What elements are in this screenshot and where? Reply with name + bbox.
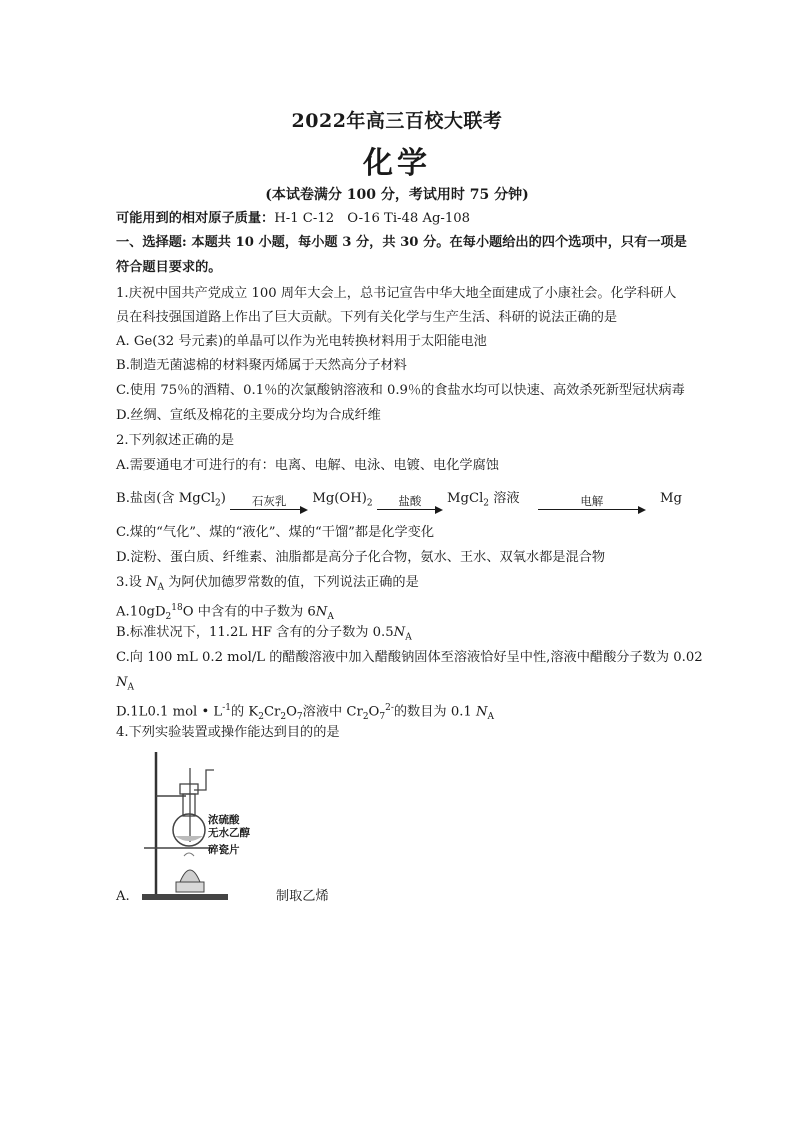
- q3-d-sub1: 2: [258, 712, 264, 723]
- avogadro-symbol: N: [393, 625, 406, 640]
- q2-option-d: D.淀粉、蛋白质、纤维素、油脂都是高分子化合物，氨水、王水、双氧水都是混合物: [116, 550, 606, 565]
- apparatus-figure: [134, 746, 250, 906]
- q3-a-sup: 18: [171, 603, 183, 613]
- q3-d-pre: D.1L0.1 mol • L: [116, 704, 223, 720]
- avogadro-symbol: N: [476, 704, 488, 720]
- q2-b-product2-suffix: 溶液: [489, 491, 520, 506]
- q2-b-product2: MgCl: [447, 491, 484, 506]
- q3-d-sub3: 7: [296, 712, 303, 723]
- q2-stem: 2.下列叙述正确的是: [116, 433, 235, 448]
- q3-d-mid3: O: [286, 704, 297, 720]
- q1-option-b: B.制造无菌滤棉的材料聚丙烯属于天然高分子材料: [116, 358, 407, 373]
- q3-stem-pre: 3.设: [116, 575, 146, 590]
- q2-option-c: C.煤的“气化”、煤的“液化”、煤的“干馏”都是化学变化: [116, 525, 435, 540]
- q2-b-product1-sub: 2: [366, 498, 373, 509]
- q3-option-a: [116, 599, 706, 626]
- arrow-icon: [230, 507, 308, 513]
- subject-title: 化学: [363, 146, 431, 181]
- q2-b-product1: Mg(OH): [312, 491, 367, 506]
- q1-option-c: C.使用 75％的酒精、0.1％的次氯酸钠溶液和 0.9％的食盐水均可以快速、高效杀死新型冠状病毒: [116, 383, 685, 398]
- atomic-masses-label: 可能用到的相对原子质量：: [116, 211, 275, 226]
- q1-option-d: D.丝绸、宣纸及棉花的主要成分均为合成纤维: [116, 408, 381, 423]
- q2-option-b: [116, 490, 706, 513]
- q2-b-product2-sub: 2: [483, 498, 490, 509]
- q3-option-d: [116, 699, 706, 726]
- q2-b-product3: Mg: [660, 491, 682, 506]
- avogadro-sub: A: [487, 712, 495, 723]
- avogadro-symbol: N: [145, 575, 158, 590]
- avogadro-sub: A: [127, 682, 135, 693]
- q3-d-mid4: 溶液中 C: [302, 704, 357, 720]
- q3-d-sup2: 2-: [385, 703, 394, 713]
- avogadro-sub: A: [405, 632, 412, 643]
- arrow-icon: [538, 507, 646, 513]
- reagent-label-1: 石灰乳: [251, 493, 287, 508]
- q3-stem-post: 为阿伏加德罗常数的值，下列说法正确的是: [164, 575, 419, 590]
- reaction-arrow-3: [538, 495, 646, 513]
- q3-stem: [116, 574, 706, 597]
- q4-stem: 4.下列实验装置或操作能达到目的的是: [116, 725, 340, 740]
- reagent-label-2: 盐酸: [398, 493, 422, 508]
- atomic-masses-values: H-1 C-12 O-16 Ti-48 Ag-108: [274, 211, 471, 226]
- section-heading-line2: 符合题目要求的。: [116, 260, 222, 275]
- q3-b-pre: B.标准状况下，11.2L HF 含有的分子数为 0.5: [116, 625, 394, 640]
- q2-b-close: ): [220, 491, 226, 506]
- arrow-icon: [377, 507, 443, 513]
- avogadro-symbol: N: [116, 675, 128, 690]
- reagent-label-3: 电解: [580, 493, 604, 508]
- q3-d-sub4: 2: [362, 712, 369, 723]
- apparatus-labels: [208, 814, 250, 857]
- q3-d-sub5: 7: [379, 712, 386, 723]
- q1-option-a: A. Ge(32 号元素)的单晶可以作为光电转换材料用于太阳能电池: [116, 334, 487, 349]
- q2-b-prefix: B.盐卤(含 MgCl: [116, 491, 216, 506]
- q3-option-b: [116, 624, 706, 647]
- q4-a-description: 制取乙烯: [275, 889, 329, 904]
- q1-stem-line2: 员在科技强国道路上作出了巨大贡献。下列有关化学与生产生活、科研的说法正确的是: [116, 310, 618, 325]
- q3-d-mid6: O: [368, 704, 380, 720]
- q3-d-mid2: Cr: [263, 704, 281, 720]
- q4-a-label: A.: [116, 889, 130, 904]
- q3-a-pre: A.10gD: [116, 604, 166, 620]
- q4-option-a: [116, 888, 706, 906]
- q3-d-sub2: 2: [280, 712, 287, 723]
- avogadro-sub: A: [327, 612, 334, 623]
- exam-note: (本试卷满分 100 分，考试用时 75 分钟): [265, 187, 529, 203]
- section-heading-line1: 一、选择题: 本题共 10 小题，每小题 3 分，共 30 分。在每小题给出的四个选项中，只有一项是: [116, 235, 687, 250]
- exam-title: 2022年高三百校大联考: [291, 110, 503, 132]
- q2-option-a: A.需要通电才可进行的有：电离、电解、电泳、电镀、电化学腐蚀: [116, 458, 499, 473]
- label-conc-sulfuric-acid: 浓硫酸: [208, 814, 240, 826]
- label-anhydrous-ethanol: 无水乙醇: [208, 827, 250, 839]
- avogadro-symbol: N: [315, 604, 328, 620]
- label-porcelain-chips: 碎瓷片: [208, 844, 240, 856]
- q3-d-mid5: r: [356, 704, 363, 720]
- q3-d-post: 的数目为 0.1: [393, 704, 472, 720]
- q2-b-sub: 2: [215, 498, 221, 509]
- q3-d-sup1: -1: [222, 703, 231, 713]
- reaction-arrow-1: [230, 495, 308, 513]
- atomic-masses: [116, 210, 706, 228]
- reaction-arrow-2: [377, 495, 443, 513]
- q3-option-c-line1: C.向 100 mL 0.2 mol/L 的醋酸溶液中加入醋酸钠固体至溶液恰好呈中性,溶液中醋酸分子数为 0.02: [116, 650, 703, 665]
- q1-stem-line1: 1.庆祝中国共产党成立 100 周年大会上，总书记宣告中华大地全面建成了小康社会。化学科研人: [116, 286, 677, 301]
- q3-option-c-line2: [116, 674, 706, 697]
- q3-a-post: O 中含有的中子数为 6: [182, 604, 316, 620]
- avogadro-sub: A: [157, 582, 165, 593]
- q3-d-mid1: 的 K: [230, 704, 259, 720]
- q3-a-sub: 2: [165, 612, 172, 623]
